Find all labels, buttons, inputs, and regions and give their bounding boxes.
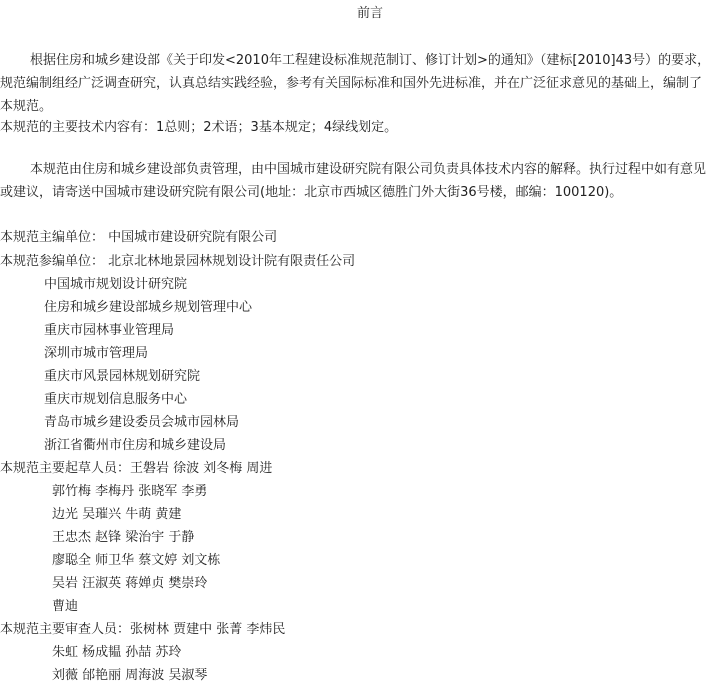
participating-unit: 重庆市风景园林规划研究院 [44, 369, 201, 384]
drafter-names: 边光 吴璀兴 牛萌 黄建 [52, 507, 182, 522]
participating-label-line: 本规范参编单位： 北京北林地景园林规划设计院有限责任公司 [0, 254, 356, 269]
participating-unit: 中国城市规划设计研究院 [44, 277, 188, 292]
intro-paragraph: 根据住房和城乡建设部《关于印发<2010年工程建设标准规范制订、修订计划>的通知》（建标[2010]43号）的要求，规范编制组经广泛调查研究，认真总结实践经验，参考有关国际标准和国外先进标准，并在广泛征求意见的基础上，编制了本规范。 [0, 53, 711, 114]
chief-editor-line: 本规范主编单位： 中国城市建设研究院有限公司 [0, 230, 278, 245]
reviewer-names: 刘薇 邰艳丽 周海波 吴淑琴 [52, 668, 208, 683]
participating-unit: 青岛市城乡建设委员会城市园林局 [44, 415, 240, 430]
main-content-line: 本规范的主要技术内容有：1总则；2术语；3基本规定；4绿线划定。 [0, 120, 398, 135]
page-title: 前言 [356, 6, 383, 21]
reviewer-names: 朱虹 杨成韫 孙喆 苏玲 [52, 645, 182, 660]
management-paragraph: 本规范由住房和城乡建设部负责管理，由中国城市建设研究院有限公司负责具体技术内容的解释。执行过程中如有意见或建议，请寄送中国城市建设研究院有限公司(地址：北京市西城区德胜门外大街36号楼，邮编：100120)。 [0, 162, 707, 200]
drafters-label-line: 本规范主要起草人员：王磐岩 徐波 刘冬梅 周进 [0, 461, 273, 476]
drafter-names: 王忠杰 赵锋 梁治宇 于静 [52, 530, 195, 545]
participating-unit: 住房和城乡建设部城乡规划管理中心 [44, 300, 253, 315]
participating-unit: 深圳市城市管理局 [44, 346, 149, 361]
drafter-names: 曹迪 [52, 599, 79, 614]
drafter-names: 吴岩 汪淑英 蒋婵贞 樊崇玲 [52, 576, 208, 591]
drafter-names: 廖聪全 师卫华 蔡文婷 刘文栋 [52, 553, 221, 568]
reviewers-label-line: 本规范主要审查人员：张树林 贾建中 张菁 李炜民 [0, 622, 286, 637]
drafter-names: 郭竹梅 李梅丹 张晓军 李勇 [52, 484, 208, 499]
participating-unit: 重庆市规划信息服务中心 [44, 392, 188, 407]
participating-unit: 浙江省衢州市住房和城乡建设局 [44, 438, 227, 453]
participating-unit: 重庆市园林事业管理局 [44, 323, 175, 338]
